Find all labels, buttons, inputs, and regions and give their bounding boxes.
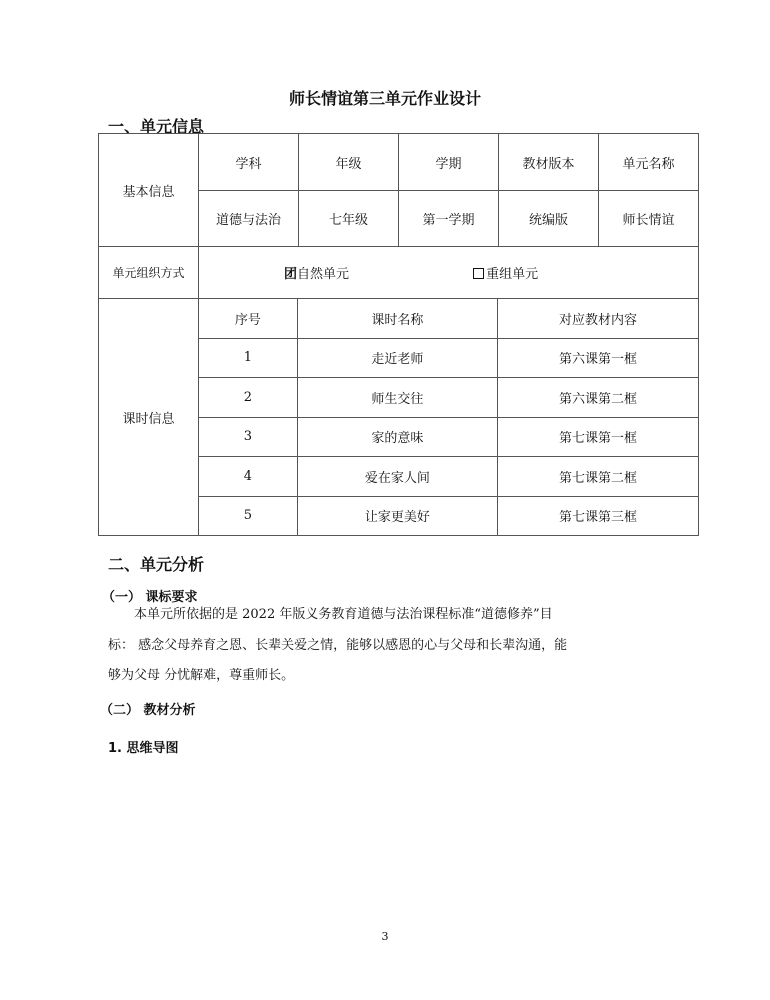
- header-edition: 教材版本: [499, 134, 599, 191]
- value-semester: 第一学期: [399, 191, 499, 247]
- document-title: 师长情谊第三单元作业设计: [288, 89, 481, 108]
- value-edition: 统编版: [499, 191, 599, 247]
- lesson-name: 让家更美好: [297, 496, 497, 535]
- lesson-name: 走近老师: [297, 338, 497, 378]
- section-unit-info-heading: 一、单元信息: [108, 117, 205, 136]
- lesson-content: 第七课第一框: [498, 417, 698, 457]
- lesson-name: 爱在家人间: [297, 457, 497, 497]
- value-grade: 七年级: [299, 191, 399, 247]
- lesson-no: 5: [243, 508, 252, 524]
- option-regrouped-unit: 重组单元: [473, 267, 538, 282]
- subsection-curriculum-heading: （一） 课标要求: [102, 590, 198, 605]
- value-subject: 道德与法治: [199, 191, 299, 247]
- curriculum-paragraph-line2: 标： 感念父母养育之恩、长辈关爱之情，能够以感恩的心与父母和长辈沟通，能: [108, 638, 568, 653]
- header-unit-name: 单元名称: [599, 134, 699, 191]
- option-natural-unit: 团自然单元: [284, 267, 350, 282]
- value-unit-name: 师长情谊: [599, 191, 699, 247]
- table-row: [199, 378, 698, 418]
- subsection-textbook-heading: （二） 教材分析: [100, 703, 196, 718]
- lesson-header-name: 课时名称: [297, 299, 497, 338]
- checkbox-icon: [473, 268, 484, 279]
- lesson-no: 3: [199, 417, 297, 457]
- lesson-name: 家的意味: [297, 417, 497, 457]
- unit-info-table: [98, 133, 699, 536]
- header-grade: 年级: [299, 134, 399, 191]
- checked-box-icon: 团: [284, 267, 298, 282]
- org-method-options: [199, 247, 699, 299]
- lesson-header-content: 对应教材内容: [498, 299, 698, 338]
- header-subject: 学科: [199, 134, 299, 191]
- table-row: [199, 338, 698, 378]
- lesson-no: 4: [199, 457, 297, 497]
- org-method-label: 单元组织方式: [99, 247, 199, 299]
- table-row: [199, 457, 698, 497]
- lesson-header-row: [199, 299, 698, 338]
- mind-map-heading: 1. 思维导图: [108, 741, 179, 756]
- section-unit-analysis-heading: 二、单元分析: [108, 555, 205, 574]
- header-semester: 学期: [399, 134, 499, 191]
- basic-info-label: 基本信息: [99, 134, 199, 247]
- lesson-name: 师生交往: [297, 378, 497, 418]
- lesson-table: [199, 299, 698, 535]
- lesson-info-label: 课时信息: [99, 299, 199, 536]
- table-row: [199, 496, 698, 535]
- curriculum-paragraph-line3: 够为父母 分忧解难，尊重师长。: [108, 668, 295, 683]
- lesson-header-no: 序号: [199, 299, 297, 338]
- lesson-content: 第七课第二框: [498, 457, 698, 497]
- curriculum-paragraph-line1: 本单元所依据的是 2022 年版义务教育道德与法治课程标准“道德修养”目: [134, 607, 553, 622]
- lesson-content: 第六课第二框: [498, 378, 698, 418]
- lesson-no: 2: [199, 378, 297, 418]
- table-row: [199, 417, 698, 457]
- lesson-content: 第七课第三框: [498, 496, 698, 535]
- page-number: 3: [381, 930, 389, 943]
- lesson-content: 第六课第一框: [498, 338, 698, 378]
- lesson-no: 1: [199, 338, 297, 378]
